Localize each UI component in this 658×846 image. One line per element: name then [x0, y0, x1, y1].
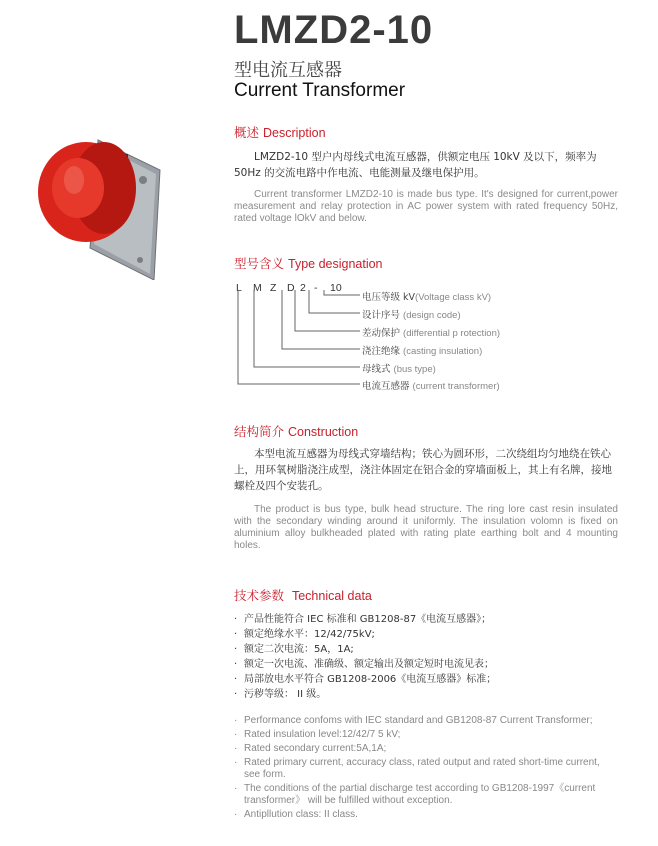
list-item [234, 612, 634, 627]
bullet: · [234, 629, 238, 640]
designation-item-voltage-en: (Voltage class kV) [415, 292, 492, 303]
list-item-text: Rated insulation level:12/42/7 5 kV; [244, 729, 401, 740]
designation-item-differential-en: (differential p rotection) [403, 328, 501, 339]
bullet: · [234, 659, 238, 670]
list-item-text: 额定一次电流、准确级、额定输出及额定短时电流见表； [244, 659, 494, 670]
code-char-2: 2 [300, 282, 306, 294]
description-text-cn: LMZD2-10 型户内母线式电流互感器，供额定电压 10kV 及以下，频率为 50Hz 的交流电路中作电流、电能测量及继电保护用。 [234, 151, 597, 179]
construction-text-cn: 本型电流互感器为母线式穿墙结构；铁心为圆环形，二次绕组均匀地绕在铁心上，用环氧树脂浇注成型，浇注体固定在铝合金的穿墙面板上，其上有名牌，接地螺栓及四个安装孔。 [234, 448, 612, 492]
list-item-text: Performance confoms with IEC standard and GB1208-87 Current Transformer; [244, 715, 593, 726]
designation-item-casting [362, 343, 482, 357]
list-item-text: 额定绝缘水平：12/42/75kV; [244, 629, 375, 640]
bullet: · [234, 674, 238, 685]
type-designation-heading [234, 254, 383, 272]
designation-item-current-transformer-en: (current transformer) [412, 381, 500, 392]
code-char-l: L [236, 282, 242, 294]
code-char-m: M [253, 282, 262, 294]
construction-heading-en: Construction [288, 425, 359, 439]
bullet: · [234, 743, 238, 754]
description-heading-cn: 概述 [234, 125, 260, 140]
list-item-text: Rated primary current, accuracy class, rated output and rated short-time current, see form. [244, 757, 600, 780]
construction-text-en: The product is bus type, bulk head structure. The ring lore cast resin insulated with the secondary winding around it uniformly. The insulation volomn is fixed on aluminium alloy bulkheaded plated with rating plate earthing bolt and 4 mounting holes. [234, 504, 618, 551]
list-item-text: 局部放电水平符合 GB1208-2006《电流互感器》标准； [244, 674, 497, 685]
designation-item-differential-cn: 差动保护 [362, 328, 401, 339]
code-char-d: D [287, 282, 295, 294]
list-item-text: 污秽等级： II 级。 [244, 689, 327, 700]
designation-item-bus-type-en: (bus type) [393, 364, 436, 375]
list-item-text: 额定二次电流：5A，1A; [244, 644, 354, 655]
technical-heading-en: Technical data [291, 589, 372, 603]
code-char-dash: - [314, 282, 318, 294]
designation-item-bus-type-cn: 母线式 [362, 364, 391, 375]
bullet: · [234, 614, 238, 625]
designation-item-voltage-cn: 电压等级 kV [362, 292, 416, 303]
list-item [234, 743, 618, 755]
list-item-text: Antipllution class: II class. [244, 809, 358, 820]
list-item [234, 729, 618, 741]
list-item [234, 757, 618, 781]
list-item [234, 672, 634, 687]
code-char-10: 10 [330, 282, 342, 294]
product-name-cn: 型电流互感器 [234, 60, 342, 81]
list-item [234, 687, 634, 702]
technical-list-cn [234, 612, 634, 702]
type-designation-heading-en: Type designation [288, 257, 383, 271]
designation-item-bus-type [362, 361, 436, 375]
list-item [234, 657, 634, 672]
designation-item-design-code-en: (design code) [403, 310, 461, 321]
designation-item-current-transformer-cn: 电流互感器 [362, 381, 410, 392]
product-name-en: Current Transformer [234, 80, 406, 101]
list-item [234, 642, 634, 657]
product-image [28, 130, 168, 280]
bullet: · [234, 757, 238, 768]
code-char-z: Z [270, 282, 277, 294]
list-item-text: The conditions of the partial discharge test according to GB1208-1997《current transformer》 will be fulfilled without exception. [244, 783, 596, 806]
list-item [234, 783, 618, 807]
technical-list-en [234, 715, 618, 823]
bullet: · [234, 644, 238, 655]
designation-item-design-code-cn: 设计序号 [362, 310, 401, 321]
construction-heading [234, 422, 358, 440]
designation-item-voltage [362, 289, 491, 303]
bullet: · [234, 809, 238, 820]
designation-connector-lines [232, 290, 362, 390]
list-item-text: Rated secondary current:5A,1A; [244, 743, 387, 754]
designation-item-differential [362, 325, 500, 339]
bullet: · [234, 783, 238, 794]
list-item [234, 627, 634, 642]
bullet: · [234, 729, 238, 740]
bullet: · [234, 715, 238, 726]
designation-item-casting-cn: 浇注绝缘 [362, 346, 401, 357]
product-model-title: LMZD2-10 [234, 8, 434, 52]
type-designation-heading-cn: 型号含义 [234, 256, 285, 271]
list-item [234, 715, 618, 727]
description-heading-en: Description [263, 126, 326, 140]
list-item [234, 809, 618, 821]
bullet: · [234, 689, 238, 700]
description-text-en: Current transformer LMZD2-10 is made bus type. It's designed for current,power measurement and relay protection in AC power system with rated frequency 50Hz, rated voltage lOkV and below. [234, 189, 618, 224]
designation-item-current-transformer [362, 378, 500, 392]
designation-item-casting-en: (casting insulation) [403, 346, 483, 357]
list-item-text: 产品性能符合 IEC 标准和 GB1208-87《电流互感器》； [244, 614, 492, 625]
designation-item-design-code [362, 307, 461, 321]
construction-heading-cn: 结构简介 [234, 424, 285, 439]
description-heading [234, 123, 326, 141]
technical-heading [234, 586, 372, 604]
technical-heading-cn: 技术参数 [234, 588, 285, 603]
